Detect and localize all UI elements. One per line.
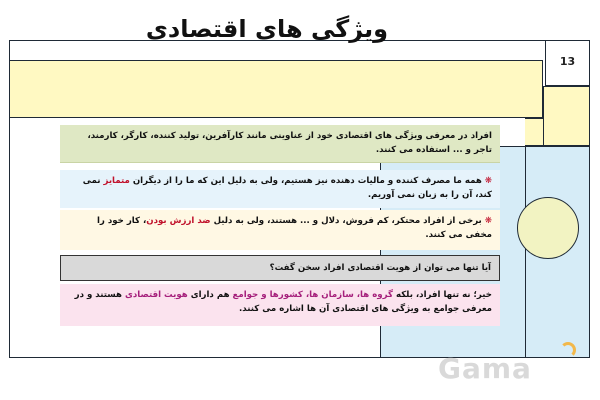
slide-title: ویژگی های اقتصادی xyxy=(145,15,389,43)
text-segment: نمی کند، آن را به زبان نمی آوریم. xyxy=(82,176,492,200)
content-text-3 xyxy=(68,214,492,242)
highlight-text: ضد ارزش بودن xyxy=(146,216,211,226)
text-segment: همه ما مصرف کننده و مالیات دهنده نیز هستیم، ولی به دلیل این که ما را از دیگران xyxy=(129,176,482,186)
highlight-text: متمایز xyxy=(103,176,130,186)
content-text-1: افراد در معرفی ویژگی های اقتصادی خود از عناوینی مانند کارآفرین، تولید کننده، کارگر، کارمند، تاجر و ... استفاده می کنند. xyxy=(87,131,492,155)
content-box-1 xyxy=(60,125,500,163)
decor-panel-yellow xyxy=(543,86,590,146)
title-band xyxy=(9,60,543,118)
decor-circle xyxy=(517,197,579,259)
bullet-icon: ❋ xyxy=(484,216,492,226)
bullet-icon: ❋ xyxy=(484,176,492,186)
answer-box xyxy=(60,284,500,326)
highlight-text: گروه ها، سازمان ها، کشورها و جوامع xyxy=(232,290,393,300)
text-segment: هم دارای xyxy=(187,290,233,300)
watermark-arc-icon xyxy=(560,342,576,358)
text-segment: خیر؛ نه تنها افراد، بلکه xyxy=(392,290,492,300)
decor-strip-yellow xyxy=(525,118,543,146)
content-box-2 xyxy=(60,170,500,208)
slide-number: 13 xyxy=(559,55,576,68)
question-box xyxy=(60,255,500,281)
content-text-2 xyxy=(68,174,492,202)
content-box-3 xyxy=(60,210,500,250)
watermark-logo: Gama xyxy=(438,352,532,385)
text-segment: ، کار خود را مخفی می کنند. xyxy=(96,216,492,240)
text-segment: هستند و در معرفی جوامع به ویژگی های اقتصادی آن ها اشاره می کنند. xyxy=(74,290,492,314)
question-text: آیا تنها می توان از هویت اقتصادی افراد سخن گفت؟ xyxy=(269,263,491,273)
text-segment: برخی از افراد محتکر، کم فروش، دلال و ... هستند، ولی به دلیل xyxy=(210,216,482,226)
highlight-text: هویت اقتصادی xyxy=(124,290,188,300)
answer-text xyxy=(68,288,492,316)
